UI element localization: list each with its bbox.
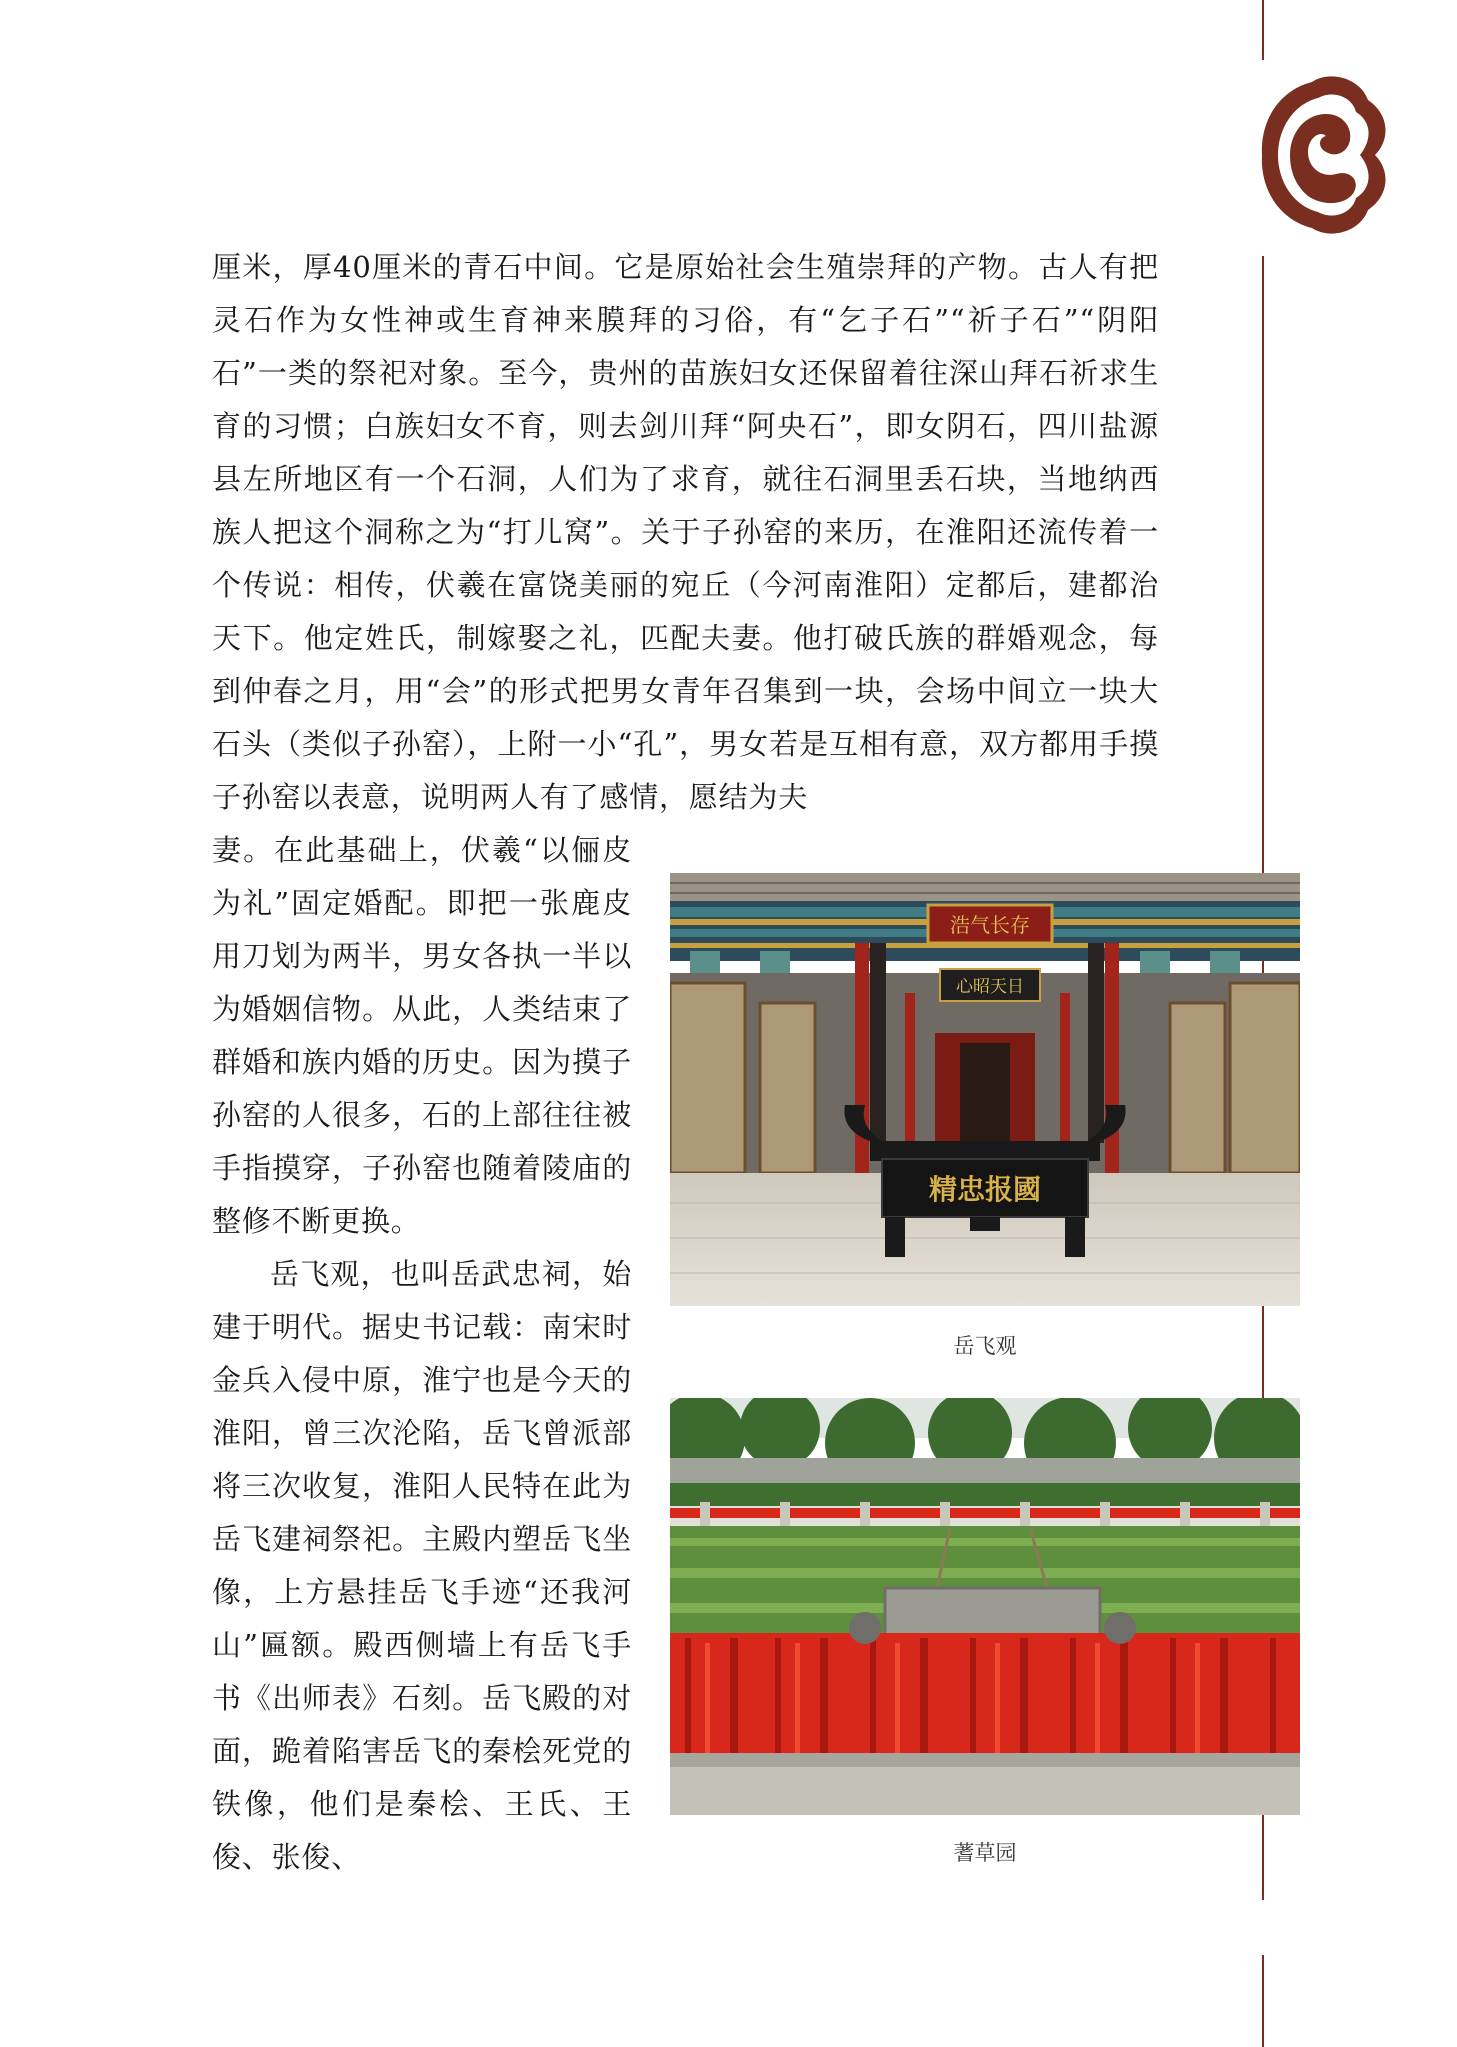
temple-caption: 岳飞观 — [953, 1334, 1017, 1358]
margin-rule-bottom — [1262, 1955, 1264, 2047]
body-paragraph-yuefei: 岳飞观，也叫岳武忠祠，始建于明代。据史书记载：南宋时金兵入侵中原，淮宁也是今天的淮阳，曾三次沦陷，岳飞曾派部将三次收复，淮阳人民特在此为岳飞建祠祭祀。主殿内塑岳飞坐像，上方悬挂岳飞手迹“还我河山”匾额。殿西侧墙上有岳飞手书《出师表》石刻。岳飞殿的对面，跪着陷害岳飞的秦桧死党的铁像，他们是秦桧、王氏、王俊、张俊、 — [212, 1257, 632, 1874]
plaque-upper-text: 浩气长存 — [950, 913, 1030, 937]
body-paragraph-top: 厘米，厚40厘米的青石中间。它是原始社会生殖崇拜的产物。古人有把灵石作为女性神或生育神来膜拜的习俗，有“乞子石”“祈子石”“阴阳石”一类的祭祀对象。至今，贵州的苗族妇女还保留着往深山拜石祈求生育的习惯；白族妇女不育，则去剑川拜“阿央石”，即女阴石，四川盐源县左所地区有一个石洞，人们为了求育，就往石洞里丢石块，当地纳西族人把这个洞称之为“打儿窝”。关于子孙窑的来历，在淮阳还流传着一个传说：相传，伏羲在富饶美丽的宛丘（今河南淮阳）定都后，建都治天下。他定姓氏，制嫁娶之礼，匹配夫妻。他打破氏族的群婚观念，每到仲春之月，用“会”的形式把男女青年召集到一块，会场中间立一块大石头（类似子孙窑），上附一小“孔”，男女若是互相有意，双方都用手摸子孙窑以表意，说明两人有了感情，愿结为夫 — [212, 250, 1159, 814]
plaque-lower-text: 心昭天日 — [956, 977, 1024, 997]
cloud-ornament-icon — [1250, 60, 1390, 250]
margin-rule-top — [1262, 0, 1264, 60]
temple-photo — [670, 873, 1300, 1306]
garden-caption: 蓍草园 — [953, 1841, 1017, 1865]
body-column-left — [212, 824, 632, 1884]
body-paragraph-continuation: 妻。在此基础上，伏羲“以俪皮为礼”固定婚配。即把一张鹿皮用刀划为两半，男女各执一半以为婚姻信物。从此，人类结束了群婚和族内婚的历史。因为摸子孙窑的人很多，石的上部往往被手指摸穿，子孙窑也随着陵庙的整修不断更换。 — [212, 833, 632, 1238]
censer-text: 精忠报國 — [928, 1173, 1042, 1206]
garden-photo — [670, 1398, 1300, 1815]
